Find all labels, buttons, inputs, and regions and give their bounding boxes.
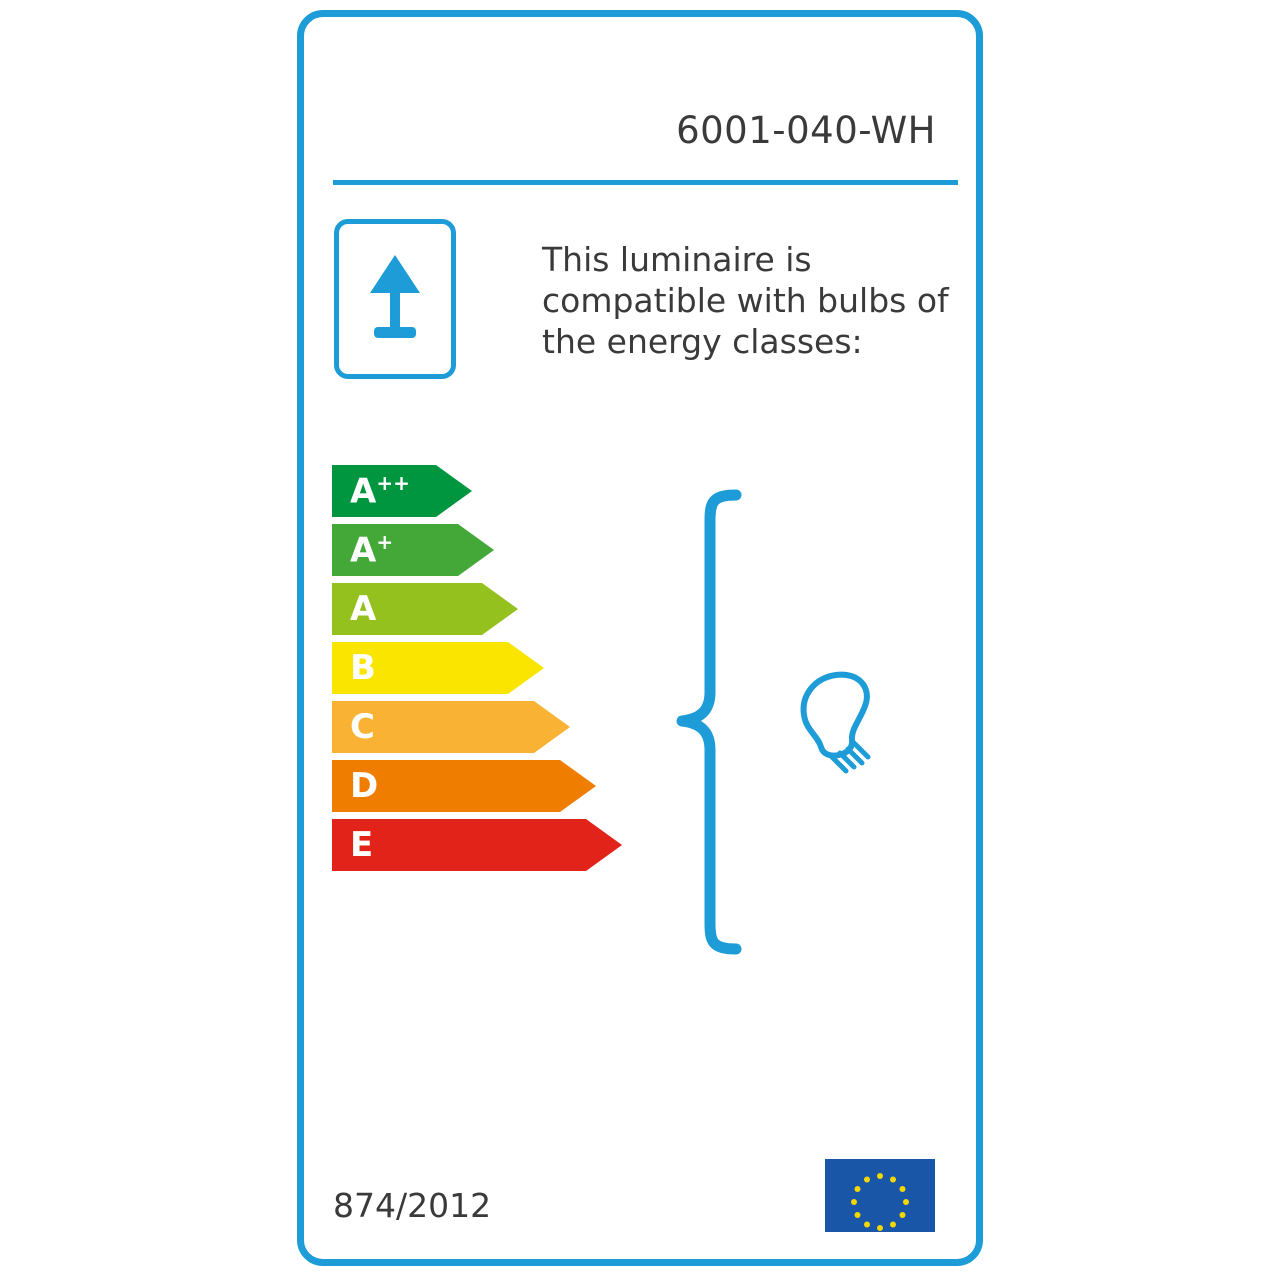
energy-class-label: A++ [350,471,410,512]
energy-class-row [332,642,622,694]
luminaire-icon-box [334,219,456,379]
table-lamp-icon [360,247,430,351]
energy-class-label: C [350,707,375,747]
model-code: 6001-040-WH [676,109,936,152]
header-divider [333,180,958,185]
energy-class-row [332,524,622,576]
energy-label-card [297,10,983,1266]
energy-class-label: B [350,648,376,688]
energy-class-label: A+ [350,530,394,571]
regulation-number: 874/2012 [333,1186,492,1225]
energy-class-label: E [350,825,374,865]
light-bulb-icon [784,657,904,781]
curly-brace-icon [666,487,776,961]
eu-flag-icon [825,1159,935,1232]
energy-class-row [332,760,622,812]
energy-class-label: A [350,589,377,629]
compatibility-text: This luminaire is compatible with bulbs of the energy classes: [542,240,949,361]
energy-class-scale [332,465,622,878]
energy-class-row [332,465,622,517]
energy-class-row [332,583,622,635]
energy-class-label: D [350,766,379,806]
energy-class-row [332,819,622,871]
energy-class-row [332,701,622,753]
